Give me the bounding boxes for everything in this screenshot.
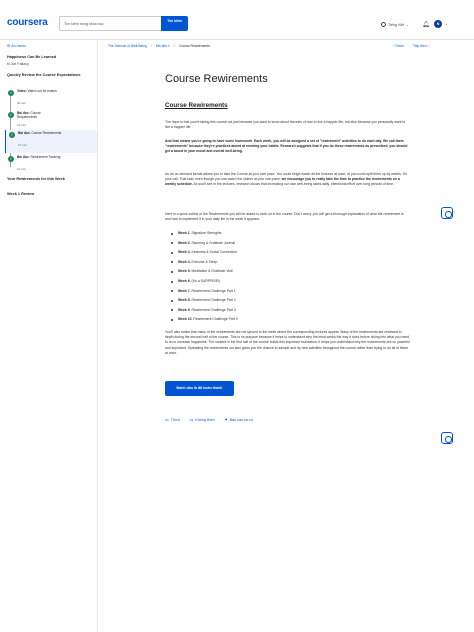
like-button[interactable]: 👍︎ Thích xyxy=(165,418,180,422)
breadcrumb-course[interactable]: The Science of Well-Being xyxy=(108,44,147,48)
sidebar-item-video[interactable] xyxy=(5,88,97,108)
lesson-navigation xyxy=(393,44,429,48)
section-title[interactable]: Quickly Review the Course Expectations xyxy=(7,73,81,77)
paragraph-intro: The hope is that you're taking this course not just because you want to know about theories of how to live a happier life, but also because you personally want to live a happier life. xyxy=(165,120,406,130)
sidebar-item-label: Bài đọc: Course Requirements xyxy=(17,111,41,119)
chevron-right-icon: › xyxy=(173,44,175,48)
instructor-name: til Joe Fallacy xyxy=(7,62,29,66)
list-item: Week 6. (It's a SURPRISE!) xyxy=(170,279,410,289)
thumbs-down-icon: 👎︎ xyxy=(189,418,194,422)
help-float-icon[interactable] xyxy=(441,432,453,444)
section-heading: Course Rewirements xyxy=(165,102,228,109)
list-item: Week 8. Rewirement Challenge Part 2 xyxy=(170,298,410,308)
search-input[interactable]: Tìm kiếm trong khóa học xyxy=(59,16,161,31)
list-item: Week 10. Rewirement Challenge Part 4 xyxy=(170,317,410,327)
section-title-week-review[interactable]: Week 1 Review xyxy=(7,192,35,196)
list-item: Week 5. Meditation & Gratitude Visit xyxy=(170,269,410,279)
feedback-bar xyxy=(165,418,253,422)
bell-icon[interactable]: 🔔︎ xyxy=(422,22,430,28)
flag-icon: ⚑ xyxy=(224,418,228,422)
section-title-week-rewirements[interactable]: Your Rewirements for this Week xyxy=(7,177,65,181)
list-item: Week 2. Savoring & Gratitude Journal xyxy=(170,241,410,251)
weeks-list xyxy=(170,231,410,327)
coursera-logo[interactable]: coursera xyxy=(7,17,48,28)
course-title: Happiness Can Be Learned xyxy=(7,55,57,59)
paragraph-homework: And that means you're going to have some homework. Each week, you will be assigned a set of "rewirement" activities to do each day. We call them "rewirements" because they're practices aimed at rewiring your habits. Research suggests that if you do these rewirements as prescribed, you should get a boost in your mood and overall well-being. xyxy=(165,139,408,154)
top-header xyxy=(0,0,474,40)
check-icon: ✓ xyxy=(9,112,13,117)
sidebar-item-label: Bài đọc: Rewirement Tracking xyxy=(17,155,61,159)
mark-complete-button[interactable]: Đánh dấu là đã hoàn thành xyxy=(165,381,234,396)
next-button[interactable]: Tiếp theo › xyxy=(412,44,429,48)
sidebar-item-duration: 30 sec xyxy=(17,101,26,105)
paragraph-outline: Here is a quick outline of the Rewirements you will be asked to work on in the course. Don't worry, you will get a thorough explanation of what the rewirement is and how to implement it in your daily life in the week it appears. xyxy=(165,212,404,222)
report-issue-button[interactable]: ⚑ Báo cáo sự cố xyxy=(224,418,254,422)
sidebar-item-label: Bài đọc: Course Rewirements xyxy=(18,131,62,135)
list-item: Week 9. Rewirement Challenge Part 3 xyxy=(170,308,410,318)
search-button[interactable]: Tìm kiếm xyxy=(161,16,188,31)
thumbs-up-icon: 👍︎ xyxy=(165,418,169,422)
sidebar-item-course-rewirements[interactable] xyxy=(5,130,97,153)
list-item: Week 1. Signature Strengths xyxy=(170,231,410,241)
sidebar-item-label: Video: Watch out for exams xyxy=(17,89,57,93)
chevron-down-icon: ⌄ xyxy=(405,22,409,27)
language-label: Tiếng Việt xyxy=(388,22,404,27)
globe-icon xyxy=(381,22,386,27)
sidebar-item-duration: 10 min xyxy=(17,167,27,171)
help-float-icon[interactable] xyxy=(441,207,453,219)
avatar[interactable]: N xyxy=(434,20,442,28)
hide-menu-button[interactable]: ☰ Ẩn menu xyxy=(7,44,26,48)
sidebar-item-duration: 10 min xyxy=(17,123,27,127)
check-icon: ✓ xyxy=(10,132,14,137)
chevron-down-icon[interactable]: ⌄ xyxy=(445,22,449,26)
breadcrumb xyxy=(108,44,210,48)
page-title: Course Rewirements xyxy=(165,73,268,85)
language-selector[interactable] xyxy=(381,22,409,27)
sidebar-item-duration: 10 min xyxy=(18,143,28,147)
check-icon: ✓ xyxy=(9,90,13,95)
check-icon: ✓ xyxy=(9,156,13,161)
paragraph-pace: As an on-demand format allows you to take the Course at your own pace. You could binge-watch all the lectures at once, or you could split them up by weeks. It's your call. That said, even though you can watch the videos at your own pace, we encourage you to really take the time to practice the rewirements on a weekly schedule. As you'll see in the lectures, research shows that increasing our own well-being takes daily, intentional effort over long periods of time. xyxy=(165,172,407,187)
list-item: Week 7. Rewirement Challenge Part 1 xyxy=(170,289,410,299)
breadcrumb-current: Course Rewirements xyxy=(178,44,210,48)
chevron-right-icon: › xyxy=(150,44,152,48)
dislike-button[interactable]: 👎︎ Không thích xyxy=(189,418,215,422)
sidebar-item-course-requirements[interactable] xyxy=(5,110,97,130)
breadcrumb-module[interactable]: Mô-đun 1 xyxy=(155,44,170,48)
paragraph-notice: You'll also notice that many of the rewirements are not synced to the week where the corresponding lectures appear. Many of the rewirements are reviewed in depth during the second half of the course. This is on purpose because it helps to understand why the mind works the way it does before diving into what you need to do to increase happiness. The content in the first half of the course builds this important foundation; it helps you understand why the rewirements are so powerful and important. Spreading the rewirements out also gives you the chance to sample and try new activities throughout the course rather than trying to do all of these at once. xyxy=(165,330,410,355)
list-item: Week 4. Exercise & Sleep xyxy=(170,260,410,270)
previous-button[interactable]: ‹ Trước xyxy=(393,44,404,48)
sidebar-item-rewirement-tracking[interactable] xyxy=(5,154,97,174)
list-item: Week 3. Kindness & Social Connection xyxy=(170,250,410,260)
course-sidebar xyxy=(0,40,98,632)
